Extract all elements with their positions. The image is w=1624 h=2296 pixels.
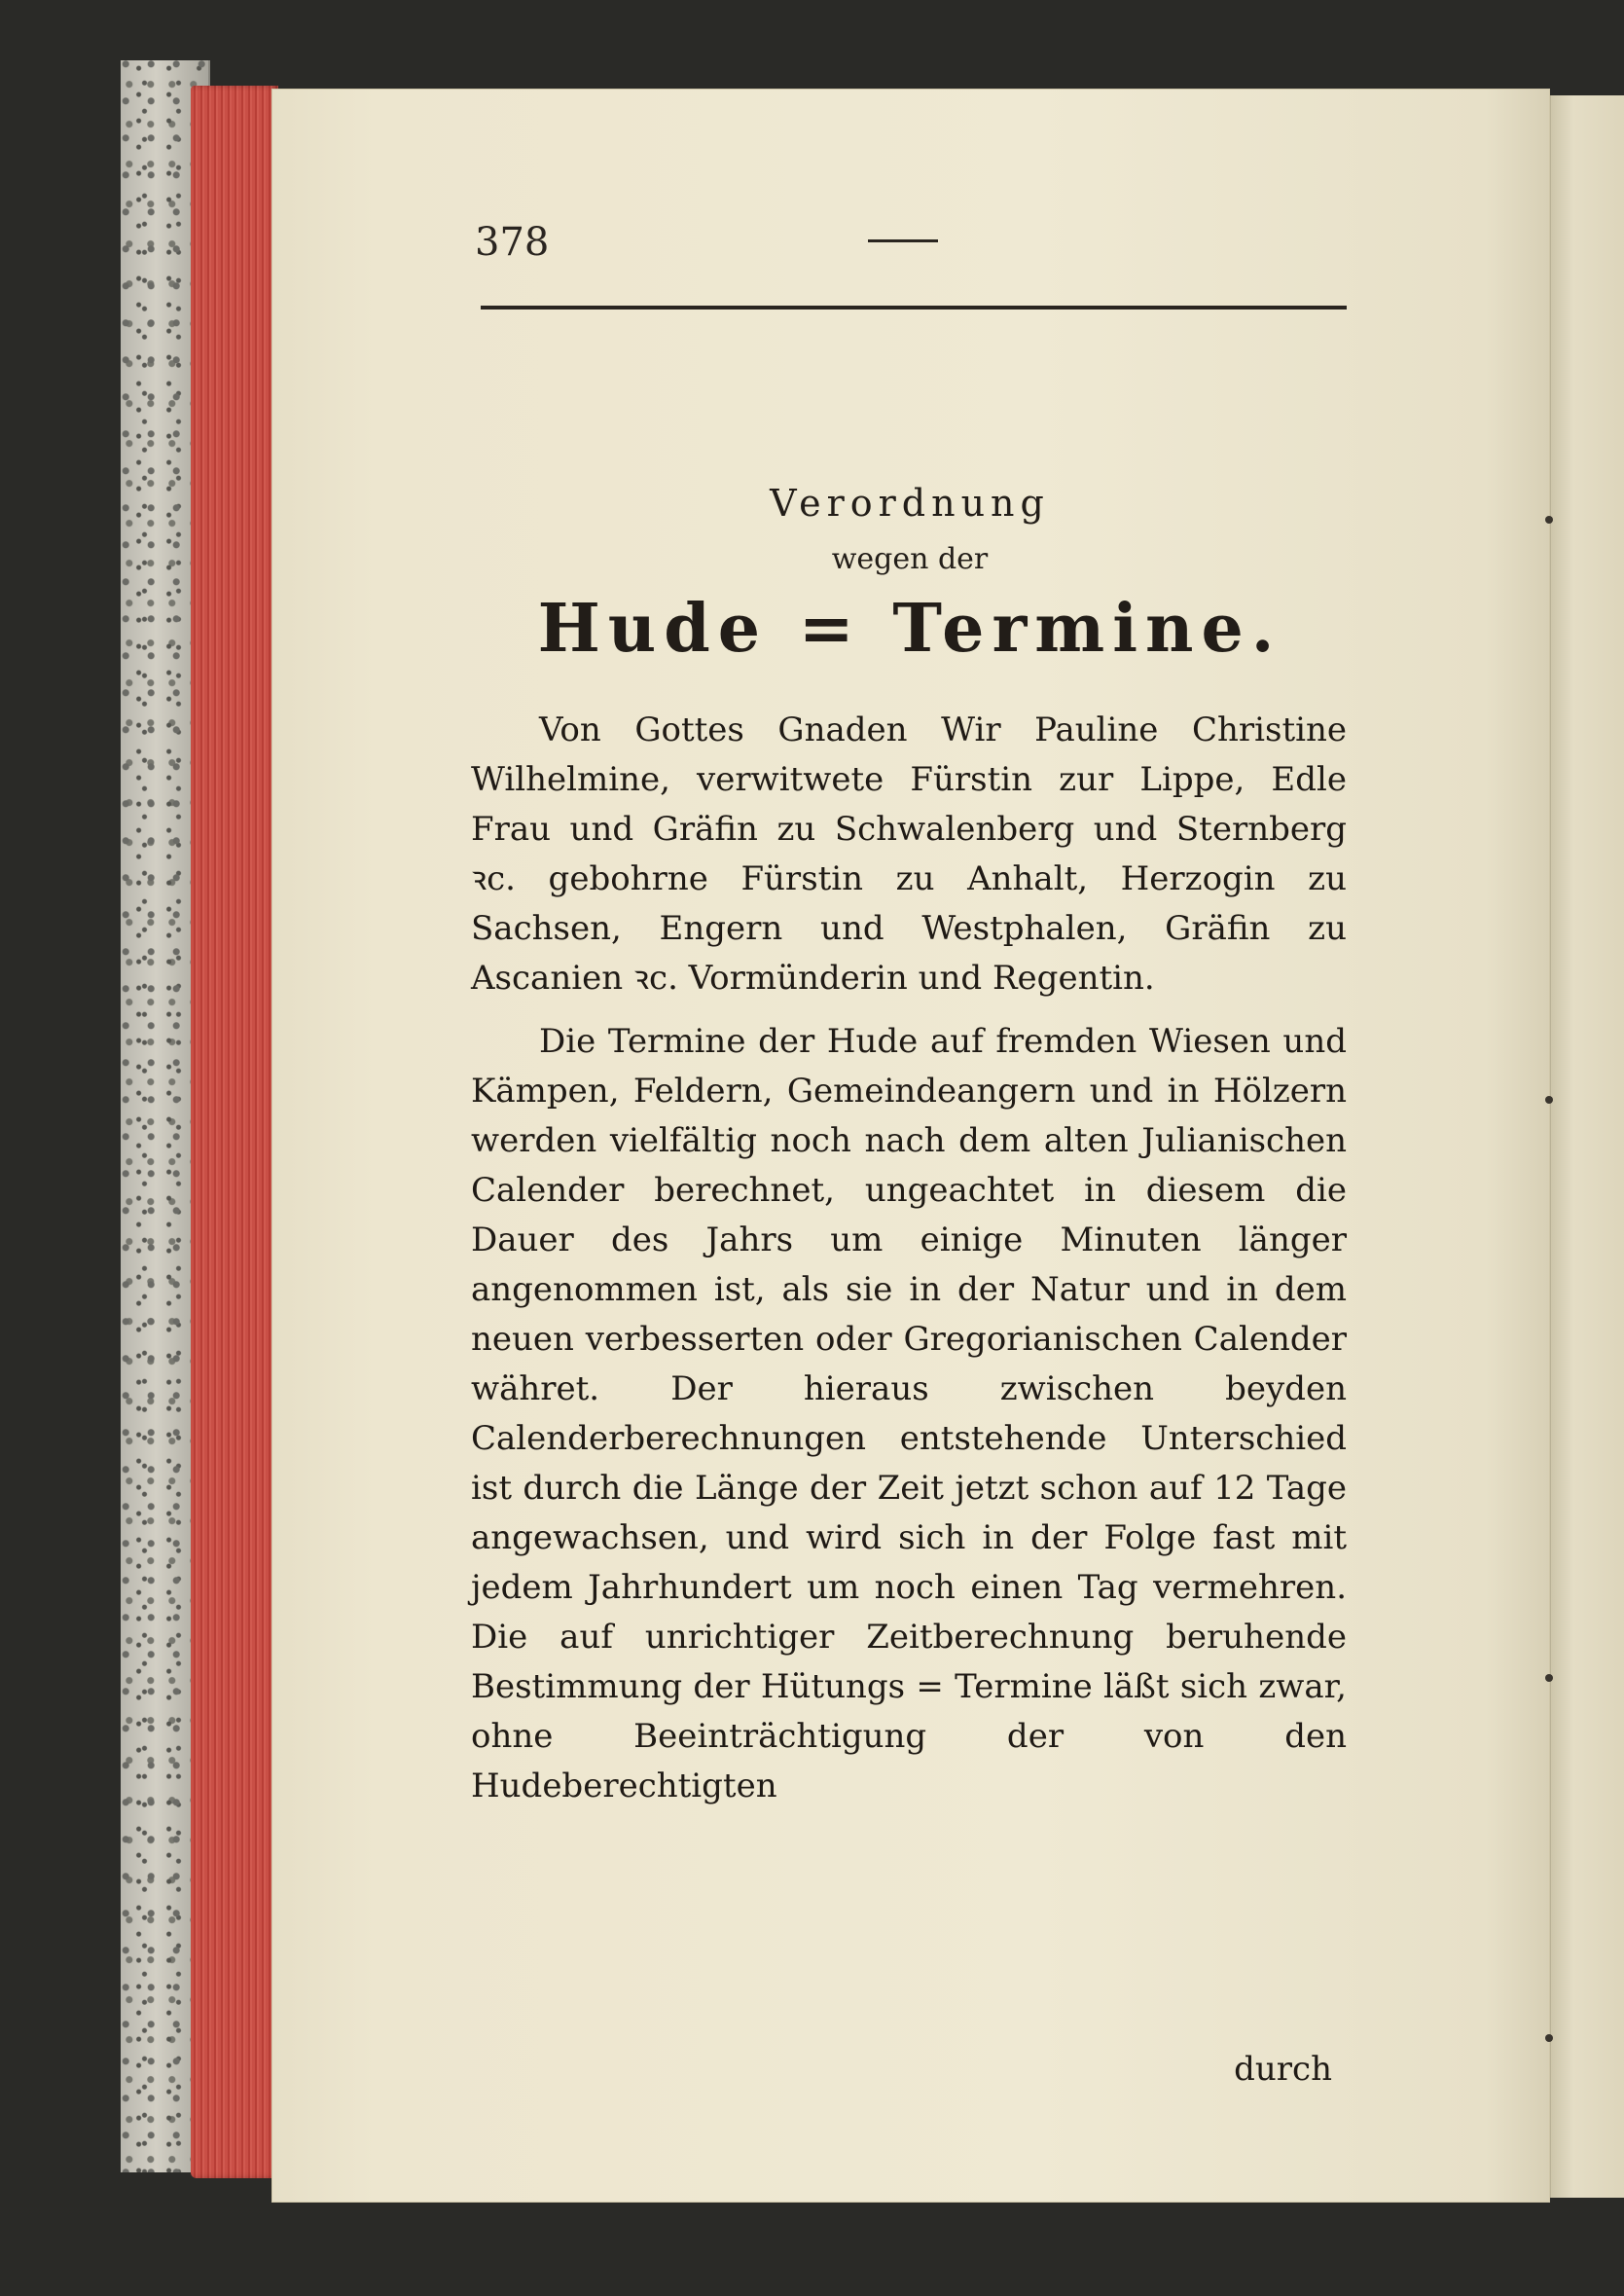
title-line-1: Verordnung (770, 482, 1050, 525)
binding-thread-mark (1545, 516, 1553, 524)
header-dash (868, 239, 938, 242)
facing-page-edge (1549, 95, 1624, 2198)
page-edges (191, 86, 278, 2178)
header-rule (481, 306, 1347, 310)
title-line-3: Hude = Termine. (537, 590, 1282, 668)
paragraph-main: Die Termine der Hude auf fremden Wiesen und Kämpen, Feldern, Gemeindeangern und in Hölzern werden vielfältig noch nach dem alten Julianischen Calender berechnet, ungeachtet in diesem die Dauer des Jahrs um einige Minuten länger angenommen ist, als sie in der Natur und in dem neuen verbesserten oder Gregorianischen Calender währet. Der hieraus zwischen beyden Calenderberechnungen entstehende Unterschied ist durch die Länge der Zeit jetzt schon auf 12 Tage angewachsen, und wird sich in der Folge fast mit jedem Jahrhundert um noch einen Tag vermehren. Die auf unrichtiger Zeitberechnung beruhende Bestimmung der Hütungs = Termine läßt sich zwar, ohne Beeinträchtigung der von den Hudeberechtigten (471, 1022, 1347, 1805)
ordinance-title (467, 482, 1353, 668)
catchword: durch (1234, 2050, 1332, 2089)
binding-thread-mark (1545, 2034, 1553, 2042)
binding-thread-mark (1545, 1674, 1553, 1682)
paragraph-intro: Von Gottes Gnaden Wir Pauline Christine Wilhelmine, verwitwete Fürstin zur Lippe, Edle Frau und Gräfin zu Schwalenberg und Sternberg ꝛc. gebohrne Fürstin zu Anhalt, Herzogin zu Sachsen, Engern und Westphalen, Gräfin zu Ascanien ꝛc. Vormünderin und Regentin. (471, 711, 1347, 998)
page-number: 378 (475, 220, 550, 265)
binding-thread-mark (1545, 1096, 1553, 1104)
body-text (471, 706, 1347, 1811)
title-line-2: wegen der (831, 542, 989, 576)
